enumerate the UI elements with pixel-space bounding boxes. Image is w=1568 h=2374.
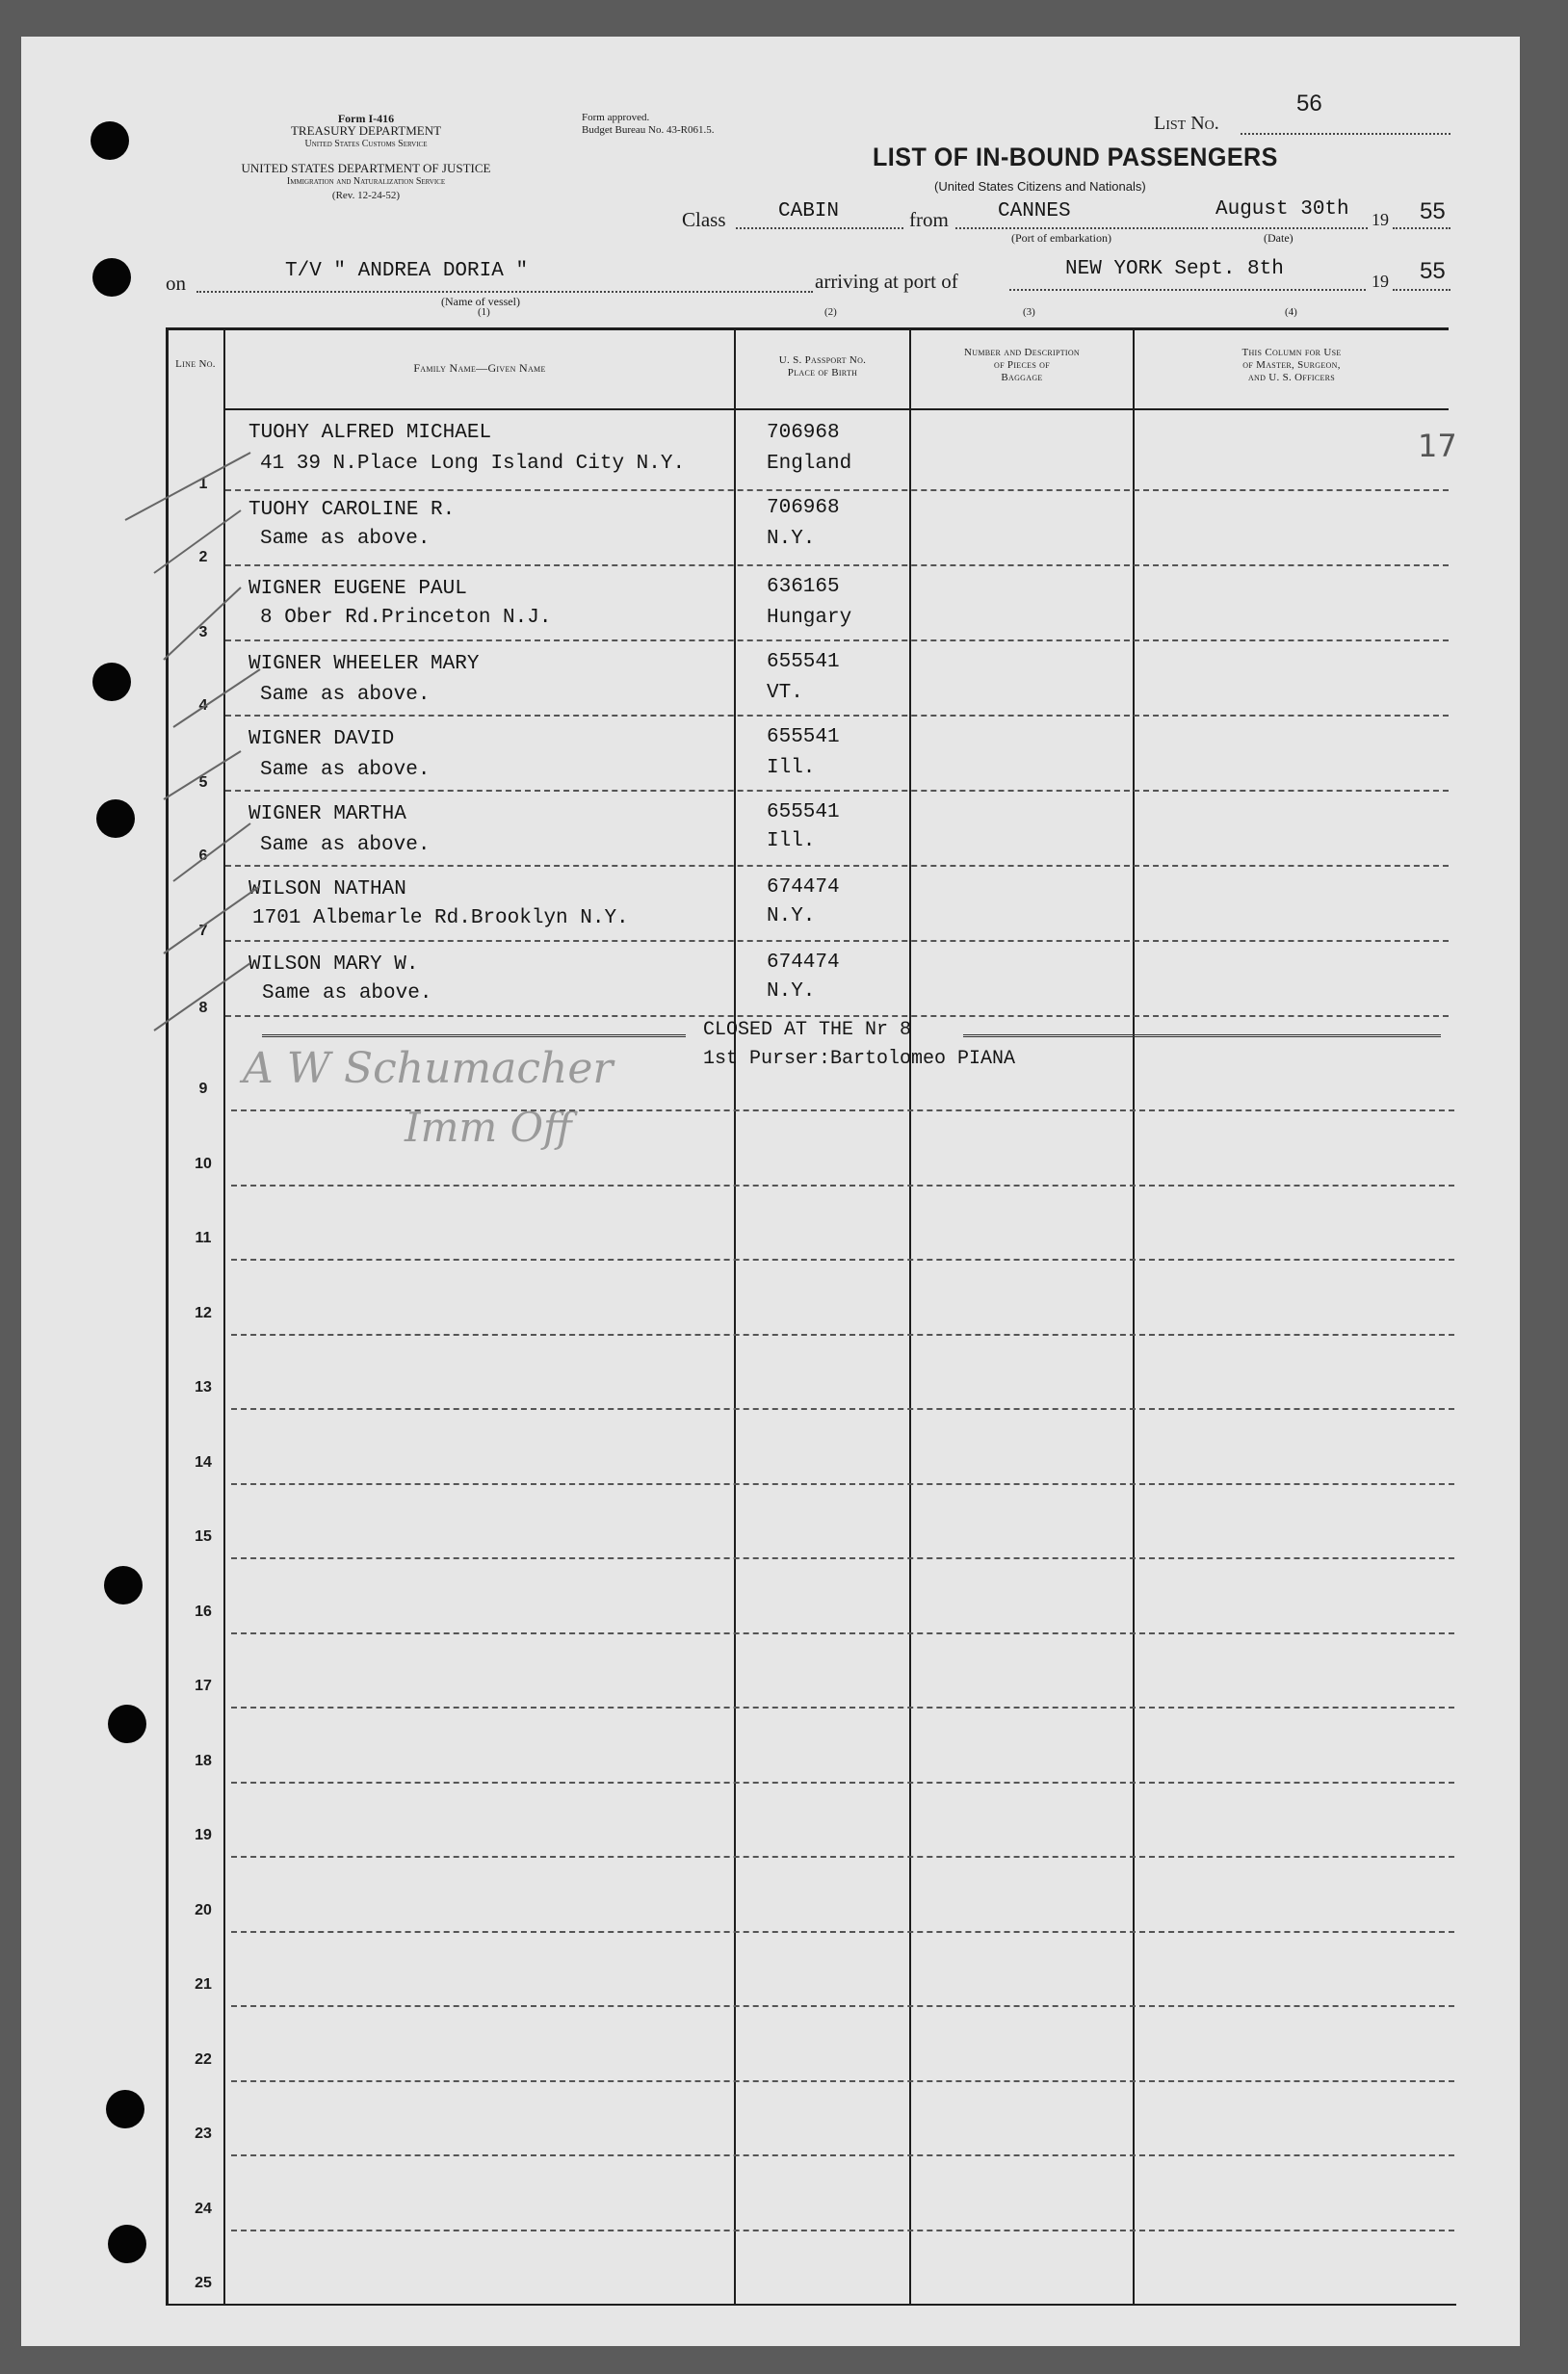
line-number: 13: [195, 1379, 212, 1396]
passenger-name: WIGNER MARTHA: [248, 803, 406, 825]
col-header-baggage-1: Number and Description: [964, 347, 1080, 358]
col-header-line: [168, 358, 223, 371]
passenger-name: WILSON MARY W.: [248, 953, 419, 976]
justice-dept: UNITED STATES DEPARTMENT OF JUSTICE: [241, 161, 491, 175]
col-header-baggage: [911, 347, 1133, 384]
passport-no: 655541: [767, 651, 840, 673]
place-of-birth: Ill.: [767, 757, 816, 779]
revision-date: (Rev. 12-24-52): [331, 190, 401, 201]
passport-no: 636165: [767, 576, 840, 598]
col-header-passport-1: U. S. Passport No.: [778, 354, 867, 366]
line-number: 7: [198, 923, 208, 939]
line-number: 1: [198, 476, 208, 492]
from-line: [955, 227, 1208, 229]
row-separator: [231, 1259, 1454, 1261]
year-line: [1393, 227, 1450, 229]
year-prefix: 19: [1372, 210, 1389, 229]
passenger-address: Same as above.: [260, 759, 431, 781]
passport-no: 655541: [767, 801, 840, 823]
line-number: 4: [198, 697, 208, 714]
col-header-officers-3: and U. S. Officers: [1247, 372, 1336, 383]
binder-hole: [91, 121, 129, 160]
line-number: 19: [195, 1827, 212, 1843]
col-header-officers: [1135, 347, 1449, 384]
place-of-birth: Ill.: [767, 830, 816, 852]
class-line: [736, 227, 903, 229]
binder-hole: [104, 1566, 143, 1604]
vessel-caption-num: (1): [478, 306, 490, 318]
row-separator: [231, 1185, 1454, 1187]
on-label: on: [166, 272, 186, 295]
passport-no: 706968: [767, 422, 840, 444]
row-separator: [225, 865, 1449, 867]
line-number: 16: [195, 1603, 212, 1620]
table-header-bottom: [225, 408, 1449, 410]
col-header-baggage-2: of Pieces of: [994, 359, 1050, 371]
row-separator: [225, 715, 1449, 717]
binder-hole: [108, 2225, 146, 2263]
form-title: LIST OF IN-BOUND PASSENGERS: [873, 143, 1278, 171]
vessel-line: [196, 291, 813, 293]
vessel-caption: (Name of vessel): [441, 295, 520, 308]
vessel-value: T/V " ANDREA DORIA ": [285, 260, 529, 282]
line-number: 5: [198, 774, 208, 791]
check-marks: [116, 443, 308, 1040]
line-number: 8: [198, 1000, 208, 1016]
row-separator: [225, 790, 1449, 792]
year-value: 55: [1420, 198, 1446, 224]
col-header-officers-2: of Master, Surgeon,: [1242, 359, 1341, 371]
passenger-address: 1701 Albemarle Rd.Brooklyn N.Y.: [252, 907, 629, 929]
binder-hole: [92, 258, 131, 297]
row-separator: [231, 1707, 1454, 1709]
budget-bureau: Budget Bureau No. 43-R061.5.: [582, 124, 715, 136]
row-separator: [231, 1782, 1454, 1784]
row-separator: [231, 2005, 1454, 2007]
row-separator: [231, 2154, 1454, 2156]
line-number: 20: [195, 1901, 212, 1918]
line-number: 11: [195, 1230, 212, 1246]
form-approved: Form approved.: [582, 112, 650, 123]
port-embark-caption: (Port of embarkation): [1011, 231, 1111, 245]
list-no-line: [1241, 133, 1450, 135]
table-top-border: [166, 327, 1449, 330]
closing-equals-rule: [262, 1034, 686, 1037]
passenger-name: WILSON NATHAN: [248, 878, 406, 900]
line-number: 14: [195, 1453, 212, 1471]
col-num-2: (2): [824, 306, 837, 318]
immigration-service: Immigration and Naturalization Service: [286, 176, 446, 187]
passenger-name: TUOHY CAROLINE R.: [248, 499, 456, 521]
col-num-4: (4): [1285, 306, 1297, 318]
row-separator: [225, 564, 1449, 566]
row-separator: [225, 639, 1449, 641]
line-number: 10: [195, 1155, 212, 1172]
line-number: 18: [195, 1752, 212, 1769]
place-of-birth: Hungary: [767, 607, 852, 629]
closing-equals-rule-right: [963, 1034, 1441, 1037]
line-number: 24: [195, 2200, 212, 2217]
passenger-name: TUOHY ALFRED MICHAEL: [248, 422, 492, 444]
passenger-address: Same as above.: [260, 528, 431, 550]
place-of-birth: VT.: [767, 682, 803, 704]
col-divider-passport: [909, 327, 911, 2306]
passenger-name: WIGNER DAVID: [248, 728, 395, 750]
col-divider-name: [734, 327, 736, 2306]
place-of-birth: N.Y.: [767, 905, 816, 927]
line-number: 15: [195, 1528, 212, 1545]
line-number: 2: [198, 549, 208, 565]
arrival-port-value: NEW YORK Sept. 8th: [1065, 258, 1284, 280]
line-number: 25: [195, 2275, 212, 2291]
line-number: 6: [198, 848, 208, 864]
arrival-year-value: 55: [1420, 258, 1446, 284]
place-of-birth: England: [767, 453, 852, 475]
customs-service: United States Customs Service: [304, 139, 428, 149]
passenger-name: WIGNER EUGENE PAUL: [248, 578, 467, 600]
check-mark: [173, 669, 260, 727]
check-mark: [154, 963, 250, 1030]
closing-line: CLOSED AT THE Nr 8: [703, 1019, 912, 1041]
row-separator: [231, 1632, 1454, 1634]
class-value: CABIN: [778, 200, 840, 222]
officer-title: Imm Off: [405, 1104, 572, 1151]
row-separator: [231, 1408, 1454, 1410]
line-number: 23: [195, 2126, 212, 2142]
line-number: 22: [195, 2050, 212, 2068]
col-header-officers-1: This Column for Use: [1241, 347, 1342, 358]
passport-no: 706968: [767, 497, 840, 519]
arrival-year-line: [1393, 289, 1450, 291]
col-divider-baggage: [1133, 327, 1135, 2306]
row-separator: [231, 2080, 1454, 2082]
passenger-address: 41 39 N.Place Long Island City N.Y.: [260, 453, 686, 475]
row-separator: [231, 1109, 1454, 1111]
date-value: August 30th: [1215, 198, 1349, 221]
row-separator: [225, 1015, 1449, 1017]
margin-count: 17: [1418, 428, 1457, 464]
passport-no: 674474: [767, 876, 840, 899]
check-mark: [164, 751, 241, 799]
place-of-birth: N.Y.: [767, 980, 816, 1003]
col-header-baggage-3: Baggage: [1001, 372, 1043, 383]
passenger-address: Same as above.: [262, 982, 432, 1004]
form-number: Form I-416: [337, 112, 395, 125]
purser-line: 1st Purser:Bartolomeo PIANA: [703, 1048, 1016, 1070]
from-label: from: [909, 208, 949, 231]
place-of-birth: N.Y.: [767, 528, 816, 550]
arrival-line: [1009, 289, 1366, 291]
row-separator: [231, 1334, 1454, 1336]
col-num-3: (3): [1023, 306, 1035, 318]
col-header-name: Family Name—Given Name: [413, 361, 546, 375]
class-label: Class: [682, 208, 726, 231]
form-subtitle: (United States Citizens and Nationals): [934, 179, 1146, 194]
binder-hole: [106, 2090, 144, 2128]
line-number: 12: [195, 1304, 212, 1321]
from-value: CANNES: [998, 200, 1071, 222]
row-separator: [231, 1856, 1454, 1858]
line-number: 17: [195, 1678, 212, 1694]
line-number: 3: [198, 624, 208, 640]
arriving-label: arriving at port of: [815, 270, 958, 293]
officer-signature: A W Schumacher: [243, 1044, 614, 1093]
row-separator: [231, 1931, 1454, 1933]
line-number: 9: [198, 1081, 208, 1097]
date-line: [1212, 227, 1368, 229]
passport-no: 655541: [767, 726, 840, 748]
col-header-passport-2: Place of Birth: [787, 367, 858, 378]
row-separator: [231, 1557, 1454, 1559]
check-mark: [173, 823, 250, 881]
line-number: 21: [195, 1976, 212, 1993]
check-mark: [125, 453, 250, 520]
date-caption: (Date): [1264, 231, 1294, 245]
list-no-value: 56: [1296, 91, 1322, 117]
arrival-year-prefix: 19: [1372, 272, 1389, 291]
col-header-line-text: Line No.: [175, 358, 216, 370]
col-header-passport: [736, 354, 909, 379]
row-separator: [225, 940, 1449, 942]
row-separator: [225, 489, 1449, 491]
passenger-address: Same as above.: [260, 684, 431, 706]
passenger-address: Same as above.: [260, 834, 431, 856]
check-mark: [164, 886, 260, 953]
binder-hole: [108, 1705, 146, 1743]
check-mark: [164, 587, 241, 660]
list-no-label: List No.: [1154, 113, 1219, 134]
passport-no: 674474: [767, 952, 840, 974]
treasury-dept: TREASURY DEPARTMENT: [290, 123, 442, 138]
passenger-address: 8 Ober Rd.Princeton N.J.: [260, 607, 552, 629]
passenger-name: WIGNER WHEELER MARY: [248, 653, 480, 675]
check-mark: [154, 510, 241, 573]
table-bottom-border: [166, 2304, 1456, 2306]
row-separator: [231, 1483, 1454, 1485]
row-separator: [231, 2230, 1454, 2231]
